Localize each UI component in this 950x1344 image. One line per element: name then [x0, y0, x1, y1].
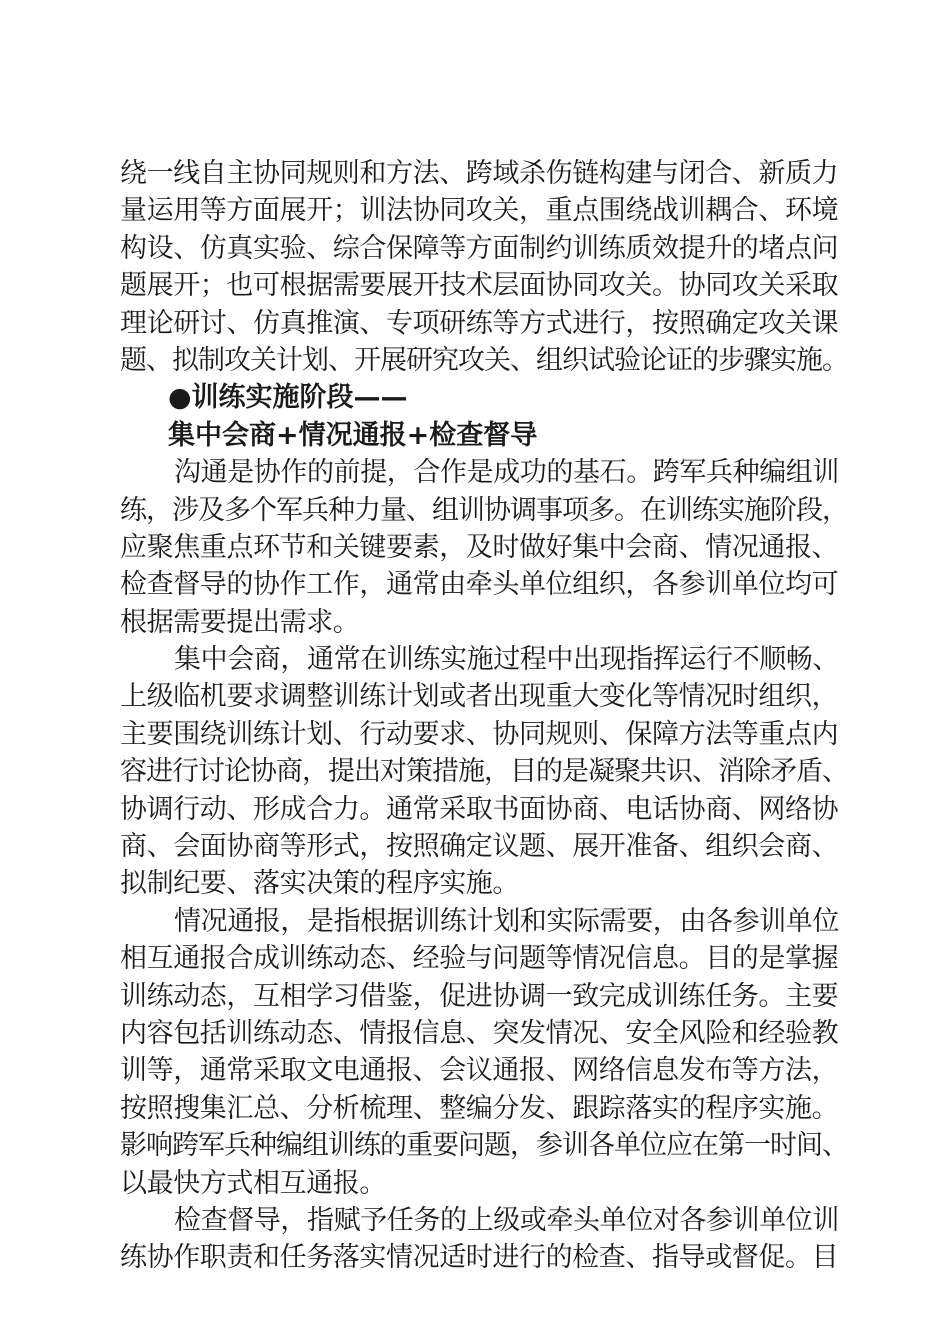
- text-line: 应聚焦重点环节和关键要素，及时做好集中会商、情况通报、: [120, 531, 839, 563]
- text-line: 构设、仿真实验、综合保障等方面制约训练质效提升的堵点问: [120, 232, 839, 264]
- text-line: 检查督导的协作工作，通常由牵头单位组织，各参训单位均可: [120, 569, 839, 601]
- text-line: 主要围绕训练计划、行动要求、协同规则、保障方法等重点内: [120, 718, 839, 750]
- paragraph-first-line: 情况通报，是指根据训练计划和实际需要，由各参训单位: [174, 905, 839, 937]
- text-line: 训练动态，互相学习借鉴，促进协调一致完成训练任务。主要: [120, 980, 839, 1012]
- text-line: 训等，通常采取文电通报、会议通报、网络信息发布等方法，: [120, 1055, 839, 1087]
- text-line: 练协作职责和任务落实情况适时进行的检查、指导或督促。目: [120, 1242, 839, 1274]
- text-line: 按照搜集汇总、分析梳理、整编分发、跟踪落实的程序实施。: [120, 1092, 839, 1124]
- text-line: 绕一线自主协同规则和方法、跨域杀伤链构建与闭合、新质力: [120, 158, 839, 189]
- paragraph-first-line: 沟通是协作的前提，合作是成功的基石。跨军兵种编组训: [174, 457, 839, 489]
- paragraph-first-line: 集中会商，通常在训练实施过程中出现指挥运行不顺畅、: [174, 644, 839, 676]
- text-line: 题、拟制攻关计划、开展研究攻关、组织试验论证的步骤实施。: [120, 344, 848, 376]
- section-heading: ●训练实施阶段——: [168, 382, 408, 414]
- text-line: 容进行讨论协商，提出对策措施，目的是凝聚共识、消除矛盾、: [120, 756, 848, 788]
- paragraph-first-line: 检查督导，指赋予任务的上级或牵头单位对各参训单位训: [174, 1204, 839, 1236]
- text-line: 理论研讨、仿真推演、专项研练等方式进行，按照确定攻关课: [120, 307, 839, 339]
- text-line: 内容包括训练动态、情报信息、突发情况、安全风险和经验教: [120, 1017, 839, 1049]
- text-line: 以最快方式相互通报。: [120, 1167, 386, 1199]
- text-line: 根据需要提出需求。: [120, 606, 360, 638]
- text-line: 量运用等方面展开；训法协同攻关，重点围绕战训耦合、环境: [120, 195, 839, 227]
- text-line: 影响跨军兵种编组训练的重要问题，参训各单位应在第一时间、: [120, 1130, 848, 1162]
- text-line: 商、会面协商等形式，按照确定议题、展开准备、组织会商、: [120, 831, 839, 863]
- text-line: 协调行动、形成合力。通常采取书面协商、电话协商、网络协: [120, 793, 839, 825]
- text-line: 题展开；也可根据需要展开技术层面协同攻关。协同攻关采取: [120, 270, 839, 302]
- document-body: [120, 155, 848, 1277]
- text-line: 相互通报合成训练动态、经验与问题等情况信息。目的是掌握: [120, 943, 839, 975]
- section-subheading: 集中会商+情况通报+检查督导: [168, 419, 538, 451]
- text-line: 上级临机要求调整训练计划或者出现重大变化等情况时组织，: [120, 681, 839, 713]
- text-line: 练，涉及多个军兵种力量、组训协调事项多。在训练实施阶段，: [120, 494, 848, 526]
- text-line: 拟制纪要、落实决策的程序实施。: [120, 868, 519, 900]
